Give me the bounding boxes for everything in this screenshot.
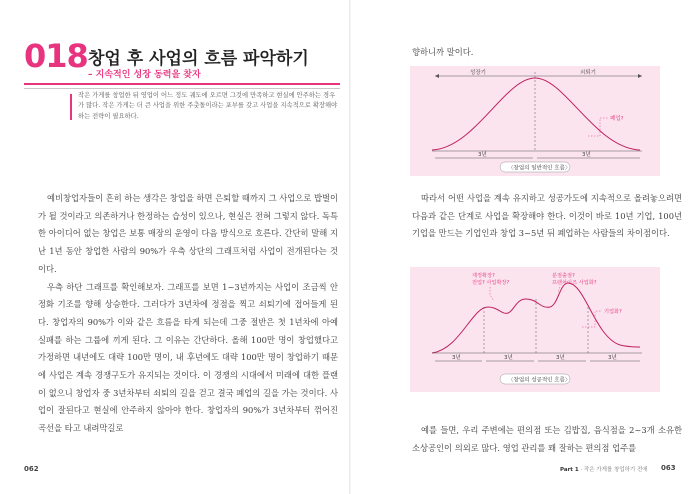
- chapter-title: 창업 후 사업의 흐름 파악하기: [88, 49, 309, 69]
- growth-label: 성장기: [470, 70, 486, 76]
- continued-line: 향하니까 말이다.: [412, 47, 474, 57]
- footer-text: · 작은 가게를 창업하기 전에: [580, 467, 648, 473]
- paragraph: 따라서 어떤 사업을 계속 유지하고 성공가도에 지속적으로 올려놓으려면 다음과 같은 단계로 사업을 확장해야 한다. 이것이 바로 10년 기업, 100년 기업을 만드는 기업인과 창업 3~5년 뒤 폐업하는 사람들의 차이점이다.: [412, 193, 682, 239]
- general-flow-figure: [410, 66, 660, 176]
- page-gutter: [349, 0, 351, 494]
- right-body-text: [412, 190, 682, 243]
- reinvest-label-2: 전업? 사업확장?: [472, 280, 510, 286]
- left-body-text: [38, 190, 338, 438]
- year-label: 3년: [504, 355, 513, 361]
- footer-part: Part 1: [560, 467, 579, 473]
- close-label: 폐업?: [610, 116, 624, 122]
- figure-background: [410, 267, 660, 392]
- chapter-subtitle: – 지속적인 성장 동력을 찾자: [88, 70, 201, 80]
- title-rule: [24, 83, 340, 85]
- page-number-right: 063: [661, 464, 676, 472]
- right-bottom-paragraph: 예를 들면, 우리 주변에는 편의점 또는 김밥집, 음식점을 2~3개 소유한 소상공인이 의외로 많다. 영업 관리를 꽤 잘하는 편의점 업주를: [412, 425, 682, 453]
- year-label-left: 3년: [478, 152, 487, 158]
- reinvest-label: 재정확장?: [472, 273, 495, 279]
- branch-label-2: 프랜차이즈 사업화?: [552, 280, 597, 286]
- successful-flow-figure: [410, 267, 660, 392]
- figure2-caption: 〈창업의 성공적인 흐름〉: [508, 377, 571, 384]
- paragraph: 우측 하단 그래프를 확인해보자. 그래프를 보면 1~3년까지는 사업이 조금씩 안정화 기조를 향해 상승한다. 그러다가 3년차에 정점을 찍고 쇠퇴기에 접어들게 된다. 창업자의 90%가 이와 같은 흐름을 타게 되는데 그중 절반은 첫 1년차에 아예 실패를 하는 그룹에 끼게 된다. 그 이유는 간단하다. 올해 100만 명이 창업했다고 가정하면 내년에도 대략 100만 명이, 내 후년에도 대략 100만 명이 창업하기 때문에 사업은 계속 경쟁구도가 유지되는 것이다. 이 경쟁의 시대에서 미래에 대한 플랜이 없으니 창업자 중 3년차부터 쇠퇴의 길을 걷고 결국 폐업의 길을 가는 것이다. 사업이 잘된다고 현실에 안주하지 않아야 한다. 창업자의 90%가 3년차부터 꺾어진 곡선을 타고 내려막길로: [38, 281, 338, 434]
- year-label-right: 3년: [582, 152, 591, 158]
- decline-label: 쇠퇴기: [580, 70, 596, 76]
- year-label: 3년: [452, 355, 461, 361]
- year-label: 3년: [608, 355, 617, 361]
- paragraph: 예비창업자들이 흔히 하는 생각은 창업을 하면 은퇴할 때까지 그 사업으로 밥벌이가 될 것이라고 의존하거나 한정하는 습성이 있으나, 현실은 전혀 그렇지 않다. 독특한 아이디어 없는 창업은 보통 매장의 운영이 다음 방식으로 흐른다. 간단히 말해 지난 1년 동안 창업한 사람의 90%가 우측 상단의 그래프처럼 사업이 전개된다는 것이다.: [38, 193, 338, 274]
- corp-label: 기업화?: [604, 309, 622, 315]
- year-label: 3년: [556, 355, 565, 361]
- intro-summary: 작은 가게를 창업한 뒤 영업이 어느 정도 궤도에 오르면 그것에 만족하고 현실에 안주하는 경우가 많다. 작은 가게는 더 큰 사업을 위한 주춧돌이라는 포부를 갖고 사업을 지속적으로 확장해야 하는 전략이 필요하다.: [78, 92, 338, 120]
- intro-accent-bar: [70, 94, 72, 120]
- figure1-caption: 〈창업의 일반적인 흐름〉: [508, 165, 571, 172]
- title-underline: [24, 88, 340, 89]
- chapter-number: 018: [24, 37, 88, 75]
- running-footer: [560, 465, 648, 473]
- page-number-left: 062: [24, 465, 39, 473]
- branch-label: 분점출점?: [552, 273, 575, 279]
